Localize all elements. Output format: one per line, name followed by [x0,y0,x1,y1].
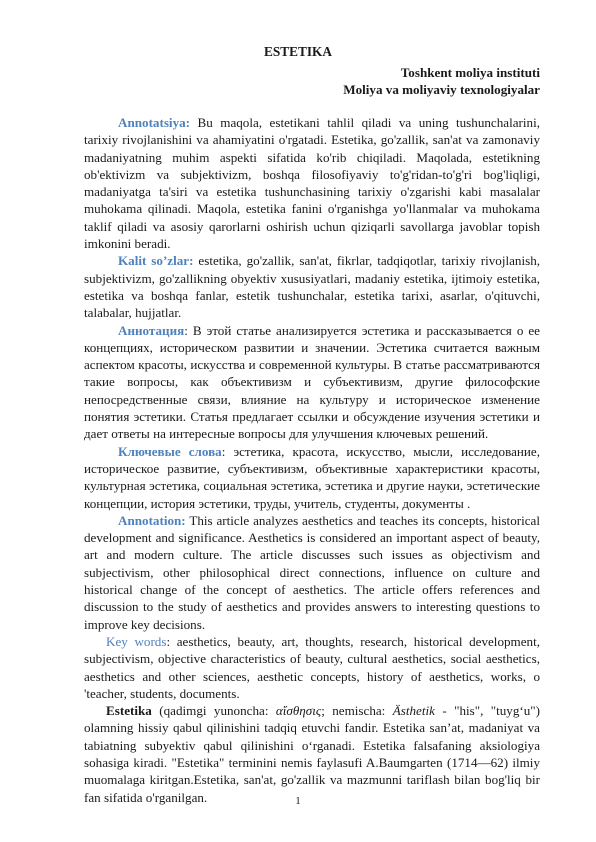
abstract-english-label: Annotation: [118,512,186,528]
intro-text-1: (qadimgi yunoncha: [151,703,276,719]
keywords-english [84,633,540,702]
abstract-russian [84,322,540,443]
abstract-english [84,512,540,633]
article-title: ESTETIKA [264,44,332,59]
abstract-russian-label: Аннотация [118,322,185,338]
keywords-russian-text: : эстетика, красота, искусство, мысли, исследование, историческое развитие, субъективизм, объективные характеристики красоты, культурная эстетика, социальная эстетика, эстетика и другие науки, эстетические концепции, история эстетики, труды, учитель, студенты, документы . [84,443,541,511]
keywords-russian [84,443,540,512]
intro-text-3: - "his", "tuyg‘u") olamning hissiy qabul qilinishini tadqiq etuvchi fandir. Estetika san’at, madaniyat va tabiatning subyektiv qabul qilinishini o‘rganadi. Estetika falsafaning aksiologiya sohasiga kiradi. "Estetika" terminini nemis faylasufi A.Baumgarten (1714—62) ilmiy muomalaga kiritgan.Estetika, san'at, go'zallik va mazmunni tariflash bilan bog'liq bir fan sifatida o'rganilgan. [84,703,540,805]
keywords-russian-label: Ключевые слова [118,443,222,459]
page-number: 1 [295,795,301,807]
keywords-english-text: : aesthetics, beauty, art, thoughts, research, historical development, subjectivism, objective characteristics of beauty, cultural aesthetics, social aesthetics, aesthetics and other sciences, aesthetic concepts, history of aesthetics, works, o 'teacher, students, documents. [84,633,540,701]
keywords-uzbek-label: Kalit so’zlar: [118,253,194,269]
article-body [84,114,540,806]
intro-greek-word: αἴσθησις [275,703,322,719]
intro-text-2: ; nemischa: [321,703,393,719]
intro-german-word: Ästhetik [392,703,435,719]
abstract-uzbek-label: Annotatsiya: [118,115,191,130]
abstract-uzbek [84,114,540,252]
abstract-uzbek-text: Bu maqola, estetikani tahlil qiladi va uning tushunchalarini, tarixiy rivojlanishini va ahamiyatini o'rgatadi. Estetika, go'zallik, san'at va zamonaviy madaniyatning muhim aspekti sifatida ko'rib chiqiladi. Maqolada, estetikning ob'ektivizm va subjektivizm, boshqa filosofiyaviy to'g'ridan-to'g'ri bog'liqligi, madaniyatga ta'siri va estetika tushunchasining tarixiy o'zgarishi kabi masalalar muhokama qilinadi. Maqola, estetika fanini o'rganishga yo'llanmalar va muhokama taklif qiladi va asosiy qarorlarni oshirish uchun qiziqarli savollarga javoblar topish imkonini beradi. [84,115,540,252]
intro-term: Estetika [106,703,152,719]
keywords-uzbek [84,252,540,321]
abstract-russian-text: : В этой статье анализируется эстетика и рассказывается о ее концепциях, историческом развитии и значении. Эстетика считается важным аспектом красоты, искусства и современной культуры. В статье рассматриваются такие вопросы, как объективизм и субъективизм, другие философские непосредственные связи, влияние на культуру и историческое изменение понятия эстетики. Статья предлагает ссылки и обсуждение изучения эстетики и дает ответы на интересные вопросы для улучшения ключевых решений. [84,322,540,442]
abstract-english-text: This article analyzes aesthetics and teaches its concepts, historical development and significance. Aesthetics is considered an important aspect of beauty, art and modern culture. The article discusses such issues as objectivism and subjectivism, other philosophical direct connections, influence on culture and historical change of the concept of aesthetics. The article offers references and discussion to the study of aesthetics and provides answers to interesting questions to improve key decisions. [84,512,540,632]
affiliation-department: Moliya va moliyaviy texnologiyalar [343,82,540,97]
affiliation-institution: Toshkent moliya instituti [400,65,540,80]
intro-paragraph [84,702,540,806]
keywords-english-label: Key words [106,633,167,649]
keywords-uzbek-text: estetika, go'zallik, san'at, fikrlar, tadqiqotlar, tarixiy rivojlanish, subjektivizm, go'zallikning obyektiv xususiyatlari, madaniy estetika, ijtimoiy estetika, estetika va boshqa fanlar, estetik tushunchalar, estetika tarixi, asarlar, o'qituvchi, talabalar, hujjatlar. [84,253,541,321]
